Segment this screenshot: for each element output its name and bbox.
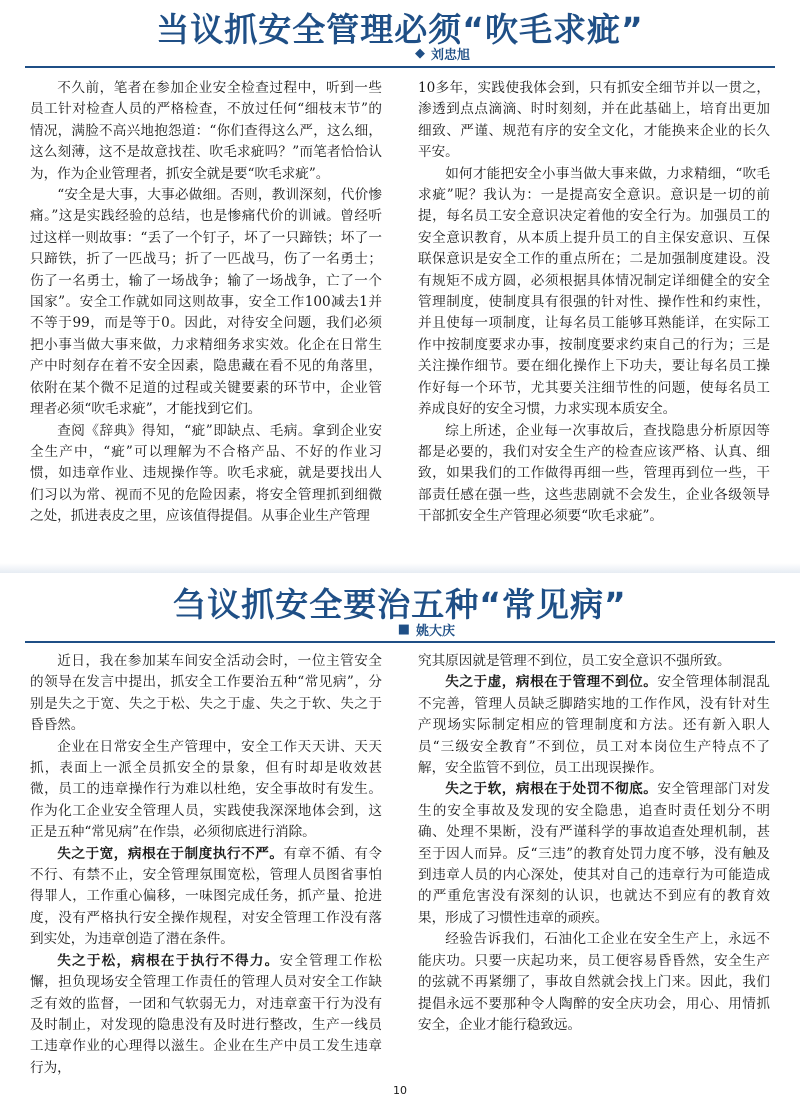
article-1-title: 当议抓安全管理必须“吹毛求疵” [156, 10, 644, 49]
paragraph-lead: 失之于软，病根在于处罚不彻底。 [445, 781, 658, 798]
paragraph [418, 651, 770, 672]
right-column [418, 78, 770, 528]
article-2-title: 刍议抓安全要治五种“常见病” [173, 585, 627, 624]
paragraph-lead: 失之于宽，病根在于制度执行不严。 [57, 845, 284, 862]
paragraph-text: 近日，我在参加某车间安全活动会时，一位主管安全的领导在发言中提出，抓安全工作要治五种“常见病”，分别是失之于宽、失之于松、失之于虚、失之于软、失之于昏昏然。 [30, 653, 382, 734]
paragraph: 查阅《辞典》得知，“疵”即缺点、毛病。拿到企业安全生产中，“疵”可以理解为不合格产品、不好的作业习惯，如违章作业、违规操作等。吹毛求疵，就是要找出人们习以为常、视而不见的危险因素，将安全管理抓到细微之处，抓进表皮之里，应该值得提倡。从事企业生产管理 [30, 422, 382, 525]
paragraph [418, 779, 770, 929]
page-number: 10 [393, 1084, 407, 1097]
paragraph-text: 企业在日常安全生产管理中，安全工作天天讲、天天抓，表面上一派全员抓安全的景象，但有时却是收效甚微，员工的违章操作行为难以杜绝，安全事故时有发生。作为化工企业安全管理人员，实践使我深深地体会到，这正是五种“常见病”在作祟，必须彻底进行消除。 [30, 738, 382, 841]
paragraph-text: 安全管理部门对发生的安全事故及发现的安全隐患，追查时责任划分不明确、处理不果断，没有严谨科学的事故追查处理机制，甚至于因人而异。反“三违”的教育处罚力度不够，没有触及到违章人员的内心深处，使其对自己的违章行为可能造成的严重危害没有深刻的认识，也就达不到应有的教育效果，形成了习惯性违章的顽疾。 [418, 781, 771, 926]
paragraph [30, 951, 382, 1079]
paragraph-text: 究其原因就是管理不到位，员工安全意识不强所致。 [418, 653, 731, 669]
paragraph [30, 651, 382, 737]
paragraph-text: 有章不循、有令不行、有禁不止，安全管理氛围宽松，管理人员图省事怕得罪人，工作重心偏移，一味图完成任务，抓产量、抢进度，没有严格执行安全操作规程，对安全管理工作没有落到实处，为违章创造了潜在条件。 [30, 845, 383, 948]
square-icon: ■ [397, 622, 410, 637]
article-1-body [30, 78, 770, 528]
paragraph [418, 672, 770, 779]
article-2-body [30, 651, 770, 1079]
right-column [418, 651, 770, 1079]
paragraph-text: 经验告诉我们，石油化工企业在安全生产上，永远不能庆功。只要一庆起功来，员工便容易昏昏然，安全生产的弦就不再紧绷了，事故自然就会找上门来。因此，我们提倡永远不要那种令人陶醉的安全庆功会，用心、用情抓安全，企业才能行稳致远。 [418, 931, 770, 1033]
article-1-byline [415, 44, 470, 63]
article-2 [0, 575, 800, 1075]
paragraph: 综上所述，企业每一次事故后，查找隐患分析原因等都是必要的，我们对安全生产的检查应该严格、认真、细致，如果我们的工作做得再细一些，管理再到位一些，干部责任感在强一些，这些悲剧就不会发生，企业各级领导干部抓安全生产管理必须要“吹毛求疵”。 [418, 422, 770, 525]
paragraph: 10多年，实践使我体会到，只有抓安全细节并以一贯之，渗透到点点滴滴、时时刻刻，并在此基础上，培育出更加细致、严谨、规范有序的安全文化，才能换来企业的长久平安。 [418, 80, 770, 161]
paragraph: 不久前，笔者在参加企业安全检查过程中，听到一些员工针对检查人员的严格检查，不放过任何“细枝末节”的情况，满脸不高兴地抱怨道：“你们查得这么严，这么细，这么刻薄，这不是故意找茬、吹毛求疵吗？”而笔者恰恰认为，作为企业管理者，抓安全就是要“吹毛求疵”。 [30, 80, 382, 182]
section-divider [0, 563, 800, 573]
diamond-icon: ◆ [414, 46, 425, 61]
paragraph-text: 安全管理体制混乱不完善，管理人员缺乏脚踏实地的工作作风，没有针对生产现场实际制定相应的管理制度和方法。还有新入职人员“三级安全教育”不到位，员工对本岗位生产特点不了解，安全监管不到位，员工出现误操作。 [418, 674, 771, 777]
title-rule [25, 66, 775, 68]
paragraph-lead: 失之于虚，病根在于管理不到位。 [445, 674, 658, 691]
paragraph [30, 737, 382, 844]
paragraph: “安全是大事，大事必做细。否则，教训深刻，代价惨痛。”这是实践经验的总结，也是惨痛代价的训诫。曾经听过这样一则故事：“丢了一个钉子，坏了一只蹄铁；坏了一只蹄铁，折了一匹战马；折了一匹战马，伤了一名勇士；伤了一名勇士，输了一场战争；输了一场战争，亡了一个国家”。安全工作就如同这则故事，安全工作100减去1并不等于99，而是等于0。因此，对待安全问题，我们必须把小事当做大事来做，力求精细务求实效。化企在日常生产中时刻存在着不安全因素，隐患藏在看不见的角落里，依附在某个微不足道的过程或关键要素的环节中，企业管理者必须“吹毛求疵”，才能找到它们。 [30, 187, 382, 418]
article-2-author: 姚大庆 [415, 624, 455, 639]
article-2-byline [398, 620, 455, 639]
article-1-author: 刘忠旭 [430, 48, 470, 63]
paragraph-lead: 失之于松，病根在于执行不得力。 [57, 952, 280, 969]
paragraph: 如何才能把安全小事当做大事来做，力求精细，“吹毛求疵”呢？我认为：一是提高安全意识。意识是一切的前提，每名员工安全意识决定着他的安全行为。加强员工的安全意识教育，从本质上提升员工的自主保安意识、互保联保意识是安全工作的重点所在；二是加强制度建设。没有规矩不成方圆，必须根据具体情况制定详细健全的安全管理制度，使制度具有很强的针对性、操作性和约束性，并且使每一项制度，让每名员工能够耳熟能详，在实际工作中按制度要求办事，按制度要求约束自己的行为；三是关注操作细节。要在细化操作上下功夫，要让每名员工操作好每一个环节，尤其要关注细节性的问题，使每名员工养成良好的安全习惯，力求实现本质安全。 [418, 165, 770, 418]
paragraph-text: 安全管理工作松懈，担负现场安全管理工作责任的管理人员对安全工作缺乏有效的监督，一团和气软弱无力，对违章蛮干行为没有及时制止，对发现的隐患没有及时进行整改，生产一线员工违章作业的心理得以滋生。企业在生产中员工发生违章行为， [30, 952, 383, 1076]
title-rule [25, 641, 775, 643]
paragraph [418, 929, 770, 1036]
left-column [30, 78, 382, 528]
paragraph [30, 844, 382, 951]
left-column [30, 651, 382, 1079]
